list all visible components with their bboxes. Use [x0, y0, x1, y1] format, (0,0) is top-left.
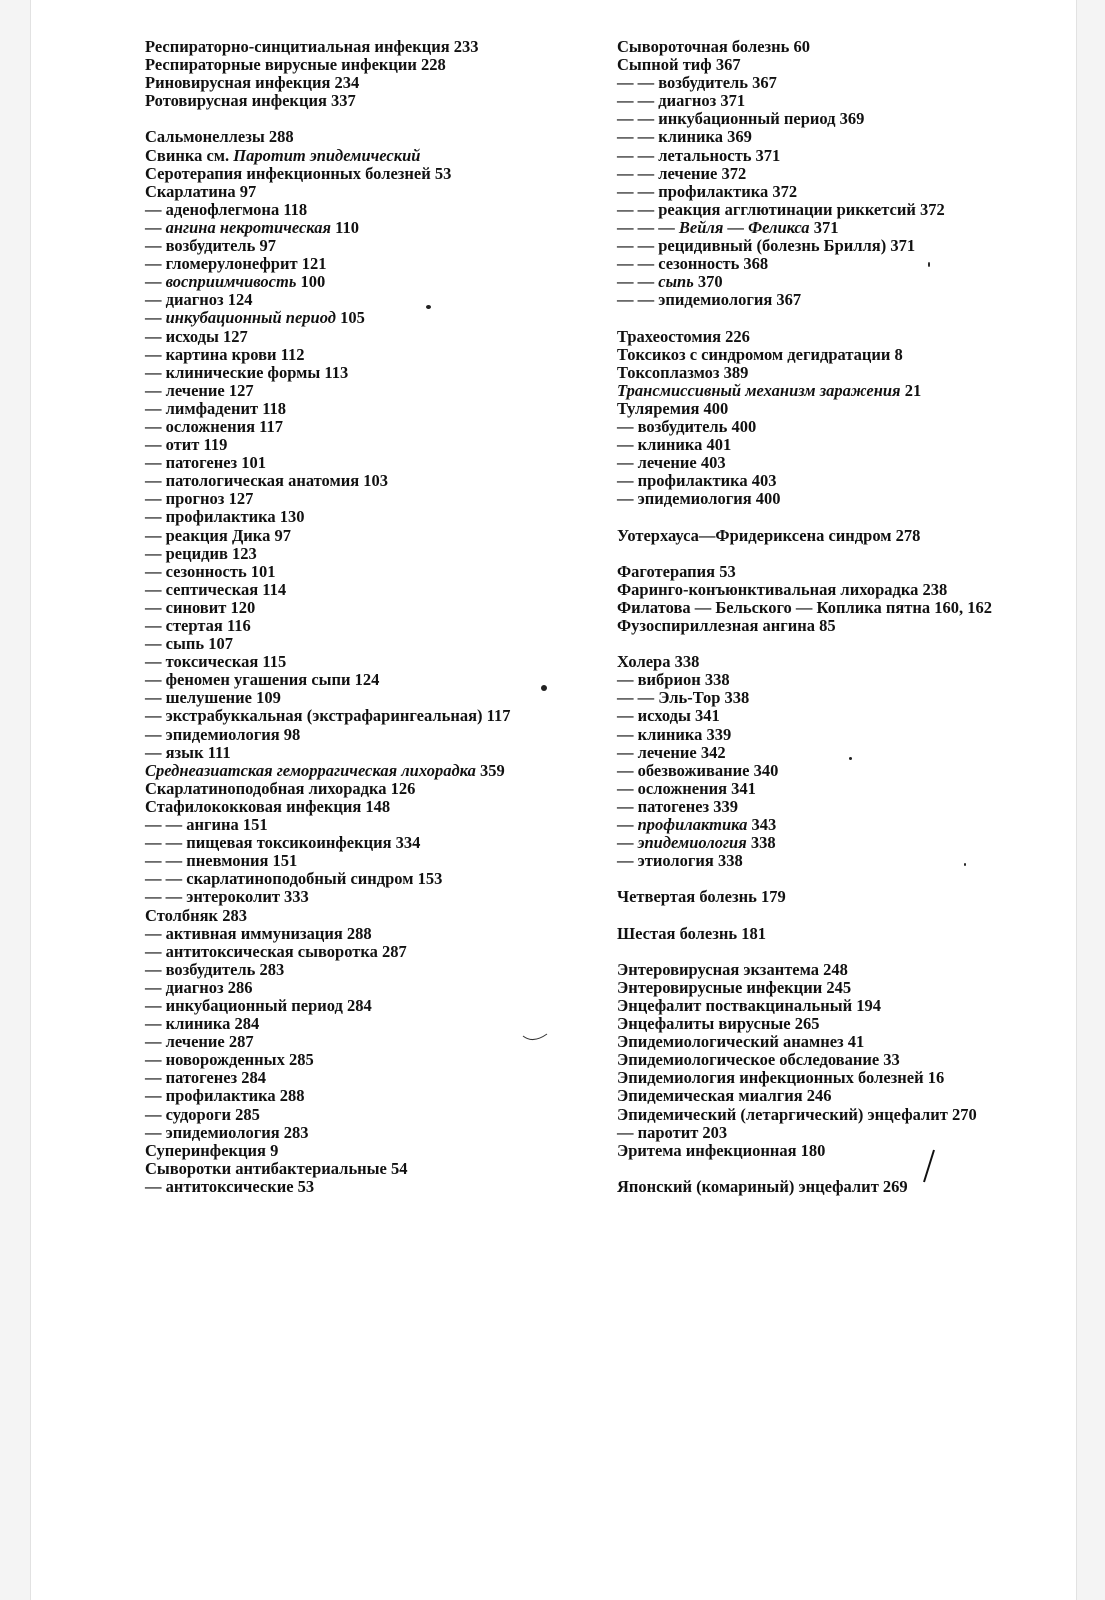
- entry-text: — — летальность 371: [617, 145, 781, 165]
- entry-italic-text: Вейля — Феликса: [678, 217, 810, 237]
- entry-text: Энцефалит поствакцинальный 194: [617, 995, 882, 1015]
- entry-text: Ротовирусная инфекция 337: [145, 91, 356, 111]
- entry-text: — профилактика 403: [617, 471, 777, 491]
- index-entry: [145, 599, 545, 617]
- index-entry: [145, 1051, 545, 1069]
- index-entry: [145, 943, 545, 961]
- entry-text: Филатова — Бельского — Коплика пятна 160, 162: [617, 597, 993, 617]
- index-entry: [145, 527, 545, 545]
- entry-text: Стафилококковая инфекция 148: [145, 796, 391, 816]
- entry-text: — обезвоживание 340: [617, 760, 779, 780]
- entry-text: Эпидемиологический анамнез 41: [617, 1032, 865, 1052]
- entry-text: — синовит 120: [145, 597, 256, 617]
- entry-text: — инкубационный период 284: [145, 995, 372, 1015]
- entry-text: —: [617, 833, 638, 853]
- entry-text: Токсикоз с синдромом дегидратации 8: [617, 344, 903, 364]
- entry-text: Фаринго-конъюнктивальная лихорадка 238: [617, 579, 948, 599]
- entry-text: Эпидемиологическое обследование 33: [617, 1050, 900, 1070]
- entry-italic-text: Трансмиссивный механизм заражения: [617, 380, 901, 400]
- index-entry: [145, 1015, 545, 1033]
- index-entry: [617, 165, 1027, 183]
- index-entry: [145, 1069, 545, 1087]
- entry-text: Респираторно-синцитиальная инфекция 233: [145, 37, 479, 56]
- entry-text: —: [145, 272, 166, 292]
- index-entry: [617, 255, 1027, 273]
- index-entry: [145, 1142, 545, 1160]
- index-entry: [617, 436, 1027, 454]
- index-entry: [617, 364, 1027, 382]
- index-entry: [617, 527, 1027, 545]
- entry-text: — феномен угашения сыпи 124: [145, 670, 380, 690]
- entry-text: — отит 119: [145, 435, 228, 455]
- scan-speck: [541, 685, 547, 691]
- index-entry: [617, 291, 1027, 309]
- index-entry: [145, 798, 545, 816]
- entry-page-number: 359: [475, 760, 505, 780]
- index-entry: [617, 563, 1027, 581]
- entry-text: — стертая 116: [145, 616, 251, 635]
- index-entry: [145, 472, 545, 490]
- entry-text: — антитоксические 53: [145, 1176, 315, 1196]
- index-entry: [617, 653, 1027, 671]
- entry-gap: [617, 870, 1027, 888]
- index-entry: [617, 762, 1027, 780]
- entry-text: Серотерапия инфекционных болезней 53: [145, 163, 452, 183]
- index-entry: [617, 110, 1027, 128]
- index-entry: [617, 961, 1027, 979]
- entry-text: Фаготерапия 53: [617, 561, 736, 581]
- entry-gap: [617, 508, 1027, 526]
- index-column-left: [145, 38, 545, 1196]
- index-entry: [145, 183, 545, 201]
- entry-page-number: 338: [746, 833, 776, 853]
- entry-page-number: 100: [296, 272, 326, 292]
- entry-italic-text: Паротит эпидемический: [233, 145, 421, 165]
- entry-text: — эпидемиология 400: [617, 489, 781, 509]
- index-entry: [145, 147, 545, 165]
- entry-text: — — возбудитель 367: [617, 73, 777, 93]
- entry-text: Холера 338: [617, 652, 700, 672]
- index-entry: [145, 762, 545, 780]
- entry-text: — диагноз 124: [145, 290, 253, 310]
- entry-text: — —: [617, 272, 659, 292]
- entry-text: — — клиника 369: [617, 127, 752, 147]
- entry-text: — — реакция агглютинации риккетсий 372: [617, 199, 945, 219]
- entry-text: Трахеостомия 226: [617, 326, 750, 346]
- entry-page-number: 343: [747, 815, 777, 835]
- index-entry: [145, 328, 545, 346]
- index-entry: [145, 1087, 545, 1105]
- index-entry: [145, 834, 545, 852]
- index-entry: [145, 74, 545, 92]
- index-entry: [145, 979, 545, 997]
- index-entry: [145, 508, 545, 526]
- entry-text: — патологическая анатомия 103: [145, 471, 389, 491]
- entry-text: — — инкубационный период 369: [617, 109, 865, 129]
- entry-text: — аденофлегмона 118: [145, 199, 308, 219]
- entry-text: — рецидив 123: [145, 543, 257, 563]
- index-entry: [145, 346, 545, 364]
- index-entry: [617, 183, 1027, 201]
- entry-gap: [145, 110, 545, 128]
- entry-italic-text: профилактика: [637, 815, 748, 835]
- index-entry: [617, 1051, 1027, 1069]
- entry-text: — патогенез 284: [145, 1068, 267, 1088]
- index-entry: [145, 92, 545, 110]
- entry-text: — эпидемиология 98: [145, 724, 301, 744]
- entry-text: —: [617, 815, 638, 835]
- index-entry: [145, 907, 545, 925]
- index-entry: [145, 273, 545, 291]
- entry-text: — — диагноз 371: [617, 91, 746, 111]
- page-sheet: [30, 0, 1077, 1600]
- entry-text: — возбудитель 97: [145, 236, 277, 256]
- entry-text: — септическая 114: [145, 579, 287, 599]
- index-column-right: [617, 38, 1027, 1196]
- entry-text: Уотерхауса—Фридериксена синдром 278: [617, 525, 921, 545]
- index-entry: [617, 201, 1027, 219]
- index-entry: [617, 617, 1027, 635]
- entry-text: — реакция Дика 97: [145, 525, 291, 545]
- entry-text: — возбудитель 283: [145, 959, 285, 979]
- index-entry: [617, 852, 1027, 870]
- entry-text: — гломерулонефрит 121: [145, 254, 327, 274]
- entry-text: — экстрабуккальная (экстрафарингеальная) 117: [145, 706, 511, 726]
- scan-mark: [521, 1028, 551, 1046]
- scan-mark: [921, 1148, 937, 1184]
- entry-text: — судороги 285: [145, 1104, 260, 1124]
- index-entry: [145, 400, 545, 418]
- entry-text: — вибрион 338: [617, 670, 730, 690]
- entry-italic-text: ангина некротическая: [165, 217, 331, 237]
- entry-gap: [617, 943, 1027, 961]
- entry-text: — осложнения 341: [617, 778, 756, 798]
- index-entry: [617, 1106, 1027, 1124]
- entry-text: — шелушение 109: [145, 688, 281, 708]
- entry-text: — осложнения 117: [145, 416, 283, 436]
- entry-italic-text: сыпь: [658, 272, 694, 292]
- entry-gap: [617, 1160, 1027, 1178]
- index-entry: [617, 816, 1027, 834]
- index-entry: [145, 545, 545, 563]
- entry-text: — новорожденных 285: [145, 1050, 314, 1070]
- index-entry: [145, 671, 545, 689]
- entry-text: Туляремия 400: [617, 398, 729, 418]
- entry-text: Японский (комариный) энцефалит 269: [617, 1176, 908, 1196]
- index-entry: [617, 219, 1027, 237]
- entry-text: — язык 111: [145, 742, 231, 762]
- index-entry: [617, 38, 1027, 56]
- index-entry: [617, 1033, 1027, 1051]
- entry-text: — лимфаденит 118: [145, 398, 287, 418]
- index-entry: [145, 1160, 545, 1178]
- entry-text: Свинка см.: [145, 145, 234, 165]
- index-entry: [617, 834, 1027, 852]
- entry-text: Скарлатиноподобная лихорадка 126: [145, 778, 416, 798]
- index-entry: [145, 382, 545, 400]
- index-entry: [145, 744, 545, 762]
- entry-text: — антитоксическая сыворотка 287: [145, 941, 407, 961]
- index-entry: [617, 1087, 1027, 1105]
- index-entry: [145, 689, 545, 707]
- index-entry: [145, 291, 545, 309]
- index-entry: [145, 255, 545, 273]
- index-entry: [145, 997, 545, 1015]
- index-entry: [145, 364, 545, 382]
- index-entry: [145, 436, 545, 454]
- index-entry: [617, 56, 1027, 74]
- index-entry: [617, 1124, 1027, 1142]
- entry-text: Фузоспириллезная ангина 85: [617, 616, 836, 635]
- index-entry: [617, 707, 1027, 725]
- index-entry: [145, 1178, 545, 1196]
- entry-text: — возбудитель 400: [617, 416, 757, 436]
- index-entry: [617, 744, 1027, 762]
- index-entry: [145, 237, 545, 255]
- index-entry: [145, 617, 545, 635]
- index-entry: [617, 328, 1027, 346]
- entry-text: — прогноз 127: [145, 489, 254, 509]
- index-entry: [145, 925, 545, 943]
- entry-text: — патогенез 101: [145, 453, 267, 473]
- index-entry: [145, 780, 545, 798]
- scan-speck: [849, 757, 852, 760]
- index-entry: [145, 888, 545, 906]
- entry-text: Сальмонеллезы 288: [145, 127, 294, 147]
- entry-text: Риновирусная инфекция 234: [145, 73, 360, 93]
- entry-text: Эпидемиология инфекционных болезней 16: [617, 1068, 945, 1088]
- entry-text: — — рецидивный (болезнь Брилля) 371: [617, 236, 916, 256]
- entry-page-number: 110: [331, 217, 359, 237]
- index-entry: [617, 74, 1027, 92]
- entry-text: Респираторные вирусные инфекции 228: [145, 55, 446, 75]
- index-entry: [617, 979, 1027, 997]
- entry-text: — исходы 341: [617, 706, 720, 726]
- entry-text: Четвертая болезнь 179: [617, 887, 786, 907]
- entry-text: — клиника 401: [617, 435, 732, 455]
- entry-text: — этиология 338: [617, 851, 743, 871]
- index-entry: [145, 454, 545, 472]
- entry-italic-text: Среднеазиатская геморрагическая лихорадка: [145, 760, 476, 780]
- index-entry: [145, 961, 545, 979]
- index-entry: [617, 1142, 1027, 1160]
- entry-text: — — эпидемиология 367: [617, 290, 802, 310]
- index-entry: [617, 147, 1027, 165]
- entry-text: Шестая болезнь 181: [617, 923, 766, 943]
- entry-text: Скарлатина 97: [145, 181, 257, 201]
- index-entry: [617, 1178, 1027, 1196]
- entry-text: — профилактика 288: [145, 1086, 305, 1106]
- entry-text: — паротит 203: [617, 1122, 728, 1142]
- entry-page-number: 21: [900, 380, 922, 400]
- entry-text: — сыпь 107: [145, 634, 233, 654]
- index-entry: [617, 997, 1027, 1015]
- index-entry: [617, 1015, 1027, 1033]
- index-entry: [617, 454, 1027, 472]
- index-entry: [617, 925, 1027, 943]
- index-entry: [617, 689, 1027, 707]
- entry-text: — активная иммунизация 288: [145, 923, 372, 943]
- index-entry: [145, 165, 545, 183]
- index-entry: [617, 671, 1027, 689]
- entry-text: Суперинфекция 9: [145, 1140, 279, 1160]
- index-entry: [145, 219, 545, 237]
- index-entry: [145, 1106, 545, 1124]
- index-entry: [145, 726, 545, 744]
- index-entry: [145, 201, 545, 219]
- index-entry: [145, 707, 545, 725]
- entry-text: Эпидемический (летаргический) энцефалит 270: [617, 1104, 977, 1124]
- index-entry: [145, 418, 545, 436]
- index-entry: [145, 870, 545, 888]
- index-entry: [145, 563, 545, 581]
- entry-text: — токсическая 115: [145, 652, 287, 672]
- entry-text: Эритема инфекционная 180: [617, 1140, 826, 1160]
- index-entry: [145, 852, 545, 870]
- entry-gap: [617, 309, 1027, 327]
- index-entry: [617, 400, 1027, 418]
- entry-text: Сыворотки антибактериальные 54: [145, 1158, 408, 1178]
- entry-text: — клиника 284: [145, 1014, 260, 1034]
- entry-text: —: [145, 308, 166, 328]
- entry-italic-text: восприимчивость: [165, 272, 297, 292]
- entry-text: — — ангина 151: [145, 815, 268, 835]
- scan-speck: [928, 262, 930, 267]
- index-entry: [145, 581, 545, 599]
- index-entry: [145, 816, 545, 834]
- index-entry: [617, 418, 1027, 436]
- index-entry: [617, 490, 1027, 508]
- index-entry: [145, 490, 545, 508]
- entry-text: Эпидемическая миалгия 246: [617, 1086, 832, 1106]
- entry-gap: [617, 907, 1027, 925]
- index-entry: [617, 726, 1027, 744]
- entry-italic-text: эпидемиология: [637, 833, 747, 853]
- index-entry: [145, 1124, 545, 1142]
- entry-gap: [617, 635, 1027, 653]
- entry-text: — — энтероколит 333: [145, 887, 309, 907]
- entry-text: — сезонность 101: [145, 561, 276, 581]
- index-entry: [145, 38, 545, 56]
- index-entry: [617, 581, 1027, 599]
- entry-text: — эпидемиология 283: [145, 1122, 309, 1142]
- index-entry: [617, 780, 1027, 798]
- entry-text: — патогенез 339: [617, 796, 739, 816]
- entry-text: — — —: [617, 217, 679, 237]
- entry-text: — лечение 342: [617, 742, 726, 762]
- entry-text: Энтеровирусная экзантема 248: [617, 959, 848, 979]
- entry-text: — — сезонность 368: [617, 254, 769, 274]
- entry-text: — лечение 403: [617, 453, 726, 473]
- index-entry: [617, 888, 1027, 906]
- entry-text: — лечение 127: [145, 380, 254, 400]
- entry-page-number: 370: [693, 272, 723, 292]
- index-entry: [617, 798, 1027, 816]
- entry-text: Токсоплазмоз 389: [617, 362, 749, 382]
- index-entry: [145, 635, 545, 653]
- entry-text: — — Эль-Тор 338: [617, 688, 750, 708]
- entry-text: Сывороточная болезнь 60: [617, 37, 811, 56]
- entry-text: Энтеровирусные инфекции 245: [617, 977, 852, 997]
- entry-text: — диагноз 286: [145, 977, 253, 997]
- entry-text: — профилактика 130: [145, 507, 305, 527]
- index-entry: [145, 309, 545, 327]
- entry-text: — — скарлатиноподобный синдром 153: [145, 869, 443, 889]
- entry-text: Сыпной тиф 367: [617, 55, 741, 75]
- scan-speck: [964, 863, 966, 866]
- index-entry: [617, 1069, 1027, 1087]
- entry-text: Столбняк 283: [145, 905, 247, 925]
- entry-text: — картина крови 112: [145, 344, 305, 364]
- index-entry: [617, 346, 1027, 364]
- scan-speck: [426, 305, 431, 309]
- entry-text: — лечение 287: [145, 1032, 254, 1052]
- index-entry: [617, 382, 1027, 400]
- index-entry: [145, 128, 545, 146]
- index-entry: [617, 92, 1027, 110]
- entry-text: — клинические формы 113: [145, 362, 349, 382]
- index-entry: [617, 237, 1027, 255]
- entry-italic-text: инкубационный период: [165, 308, 336, 328]
- entry-text: — — лечение 372: [617, 163, 747, 183]
- entry-text: — клиника 339: [617, 724, 732, 744]
- entry-text: — исходы 127: [145, 326, 248, 346]
- entry-gap: [617, 545, 1027, 563]
- entry-text: — — пневмония 151: [145, 851, 298, 871]
- entry-text: — — пищевая токсикоинфекция 334: [145, 833, 421, 853]
- entry-text: — — профилактика 372: [617, 181, 798, 201]
- index-entry: [145, 56, 545, 74]
- index-entry: [617, 472, 1027, 490]
- entry-text: Энцефалиты вирусные 265: [617, 1014, 820, 1034]
- index-entry: [145, 1033, 545, 1051]
- index-entry: [617, 599, 1027, 617]
- entry-page-number: 105: [335, 308, 365, 328]
- entry-text: —: [145, 217, 166, 237]
- entry-page-number: 371: [809, 217, 839, 237]
- index-entry: [617, 273, 1027, 291]
- index-entry: [145, 653, 545, 671]
- index-entry: [617, 128, 1027, 146]
